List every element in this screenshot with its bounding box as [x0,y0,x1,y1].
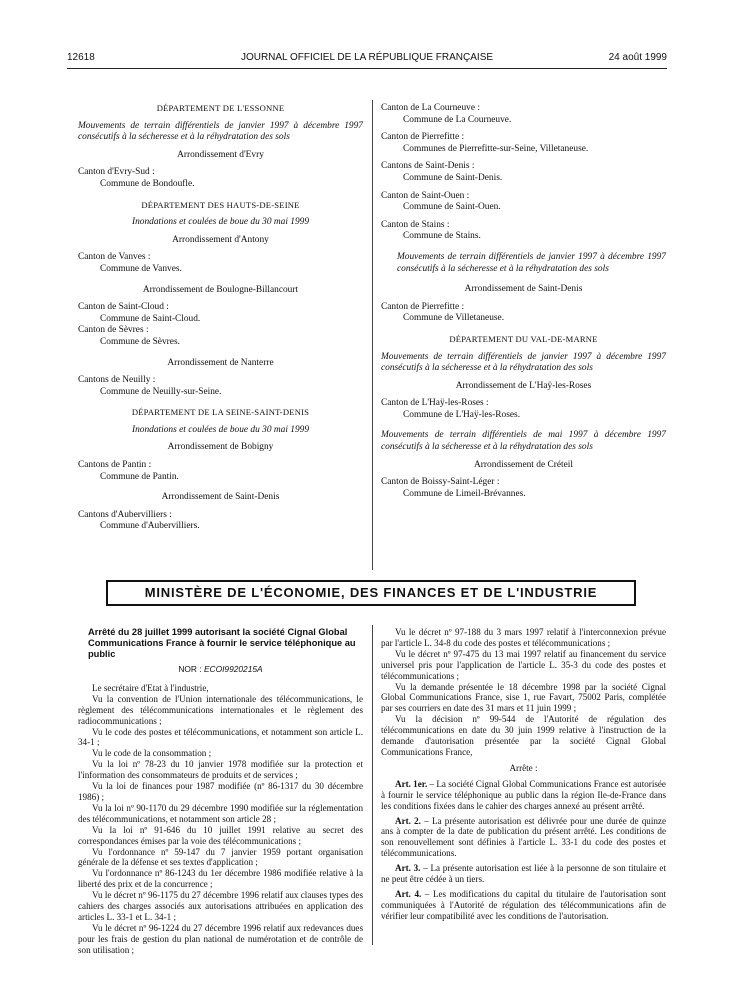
commune: Commune de Sèvres. [100,336,180,347]
right-column [381,103,666,500]
article-label: Art. 2. [395,815,421,826]
decree-paragraph: Vu la loi nº 91-646 du 10 juillet 1991 relative au secret des correspondances émises par la voie des télécommunications ; [78,824,363,846]
nor-reference [78,664,363,675]
article [381,889,666,922]
canton: Canton de Boissy-Saint-Léger : [381,477,500,488]
canton: Canton de Stains : [381,219,450,230]
journal-title: JOURNAL OFFICIEL DE LA RÉPUBLIQUE FRANÇAISE [240,52,494,63]
decree-paragraph: Vu la demande présentée le 18 décembre 1998 par la société Cignal Global Communications France, sise 1, rue Favart, 75002 Paris, complétée par ses courriers en date des 31 mars et 11 juin 1999 ; [381,681,666,714]
event-heading: Mouvements de terrain différentiels de janvier 1997 à décembre 1997 consécutifs à la sécheresse et à la réhydratation des sols [397,251,666,274]
article-label: Art. 1er. [395,778,428,789]
section-heading: DÉPARTEMENT DES HAUTS-DE-SEINE [141,199,300,210]
decree-paragraph: Vu l'ordonnance nº 86-1243 du 1er décembre 1986 modifiée relative à la liberté des prix et de la concurrence ; [78,868,363,890]
commune: Commune de Pantin. [100,471,179,482]
event-heading: Mouvements de terrain différentiels de mai 1997 à décembre 1997 consécutifs à la sécheresse et à la réhydratation des sols [381,430,666,453]
arrondissement-heading: Arrondissement d'Antony [172,234,269,245]
ministry-banner: MINISTÈRE DE L'ÉCONOMIE, DES FINANCES ET DE L'INDUSTRIE [106,580,636,606]
event-heading: Mouvements de terrain différentiels de janvier 1997 à décembre 1997 consécutifs à la sécheresse et à la réhydratation des sols [78,120,363,143]
canton: Canton de Pierrefitte : [381,132,465,143]
arrondissement-heading: Arrondissement de Boulogne-Billancourt [142,284,299,295]
section-heading: DÉPARTEMENT DU VAL-DE-MARNE [449,333,598,344]
commune: Commune de Saint-Cloud. [100,313,201,324]
commune: Commune de Neuilly-sur-Seine. [100,386,222,397]
decree-paragraph: Vu la décision nº 99-544 de l'Autorité de régulation des télécommunications en date du 30 juin 1999 relative à l'instruction de la demande d'autorisation présentée par la société Cignal Global Communications France, [381,714,666,757]
article-text: – La présente autorisation est liée à la personne de son titulaire et ne peut être cédée à un tiers. [381,863,666,885]
page-number: 12618 [67,52,95,63]
decree-paragraph: Vu la convention de l'Union internationale des télécommunications, le règlement des télécommunications internationales et le règlement des radiocommunications ; [78,693,363,726]
canton: Canton d'Evry-Sud : [78,167,155,178]
decree-paragraph: Vu le code de la consommation ; [92,748,212,759]
commune: Commune de Saint-Denis. [403,172,503,183]
commune: Commune de La Courneuve. [403,114,512,125]
issue-date: 24 août 1999 [608,52,667,63]
arrondissement-heading: Arrondissement de Créteil [474,459,573,470]
decree-title: Arrêté du 28 juillet 1999 autorisant la société Cignal Global Communications France à fournir le service téléphonique au public [88,627,356,659]
commune: Commune d'Aubervilliers. [100,521,200,532]
decree-paragraph: Vu le décret nº 96-1224 du 27 décembre 1996 relatif aux redevances dues pour les frais de gestion du plan national de numérotation et de contrôle de son utilisation ; [78,922,363,955]
commune: Commune de Villetaneuse. [403,313,505,324]
article [381,816,666,860]
article [381,863,666,885]
canton: Canton de La Courneuve : [381,103,480,113]
canton: Cantons de Neuilly : [78,375,156,386]
column-divider [372,625,373,945]
commune: Commune de Bondoufle. [100,178,195,189]
left-column [78,103,363,533]
canton: Canton de Saint-Cloud : [78,302,169,313]
decree-paragraph: Vu le décret nº 97-475 du 13 mai 1997 relatif au financement du service universel pris pour l'application de l'article L. 35-3 du code des postes et télécommunications ; [381,648,666,681]
decree-paragraph: Vu la loi nº 78-23 du 10 janvier 1978 modifiée sur la protection et l'information des consommateurs de produits et de services ; [78,759,363,781]
commune: Commune de Stains. [403,231,481,242]
arrondissement-heading: Arrondissement de Saint-Denis [161,492,280,503]
commune: Commune de Saint-Ouen. [403,202,501,213]
arrete-label: Arrête : [509,762,538,773]
event-heading: Inondations et coulées de boue du 30 mai 1999 [131,217,310,228]
article [381,779,666,812]
canton: Cantons d'Aubervilliers : [78,509,172,520]
decree-paragraph: Vu l'ordonnance nº 59-147 du 7 janvier 1959 portant organisation générale de la défense et ses textes d'application ; [78,846,363,868]
arrondissement-heading: Arrondissement de Nanterre [167,357,274,368]
decree-paragraph: Vu le décret nº 97-188 du 3 mars 1997 relatif à l'interconnexion prévue par l'article L. 34-8 du code des postes et télécommunications ; [381,627,666,648]
canton: Canton de L'Haÿ-les-Roses : [381,398,489,409]
arrondissement-heading: Arrondissement de Saint-Denis [464,284,583,295]
canton: Canton de Pierrefitte : [381,301,465,312]
arrondissement-heading: Arrondissement d'Evry [177,149,264,160]
commune: Communes de Pierrefitte-sur-Seine, Villetaneuse. [403,143,589,154]
article-text: – La présente autorisation est délivrée pour une durée de quinze ans à compter de la date de publication du présent arrêté. Les conditions de son renouvellement sont définies à l'article L. 33-1 du code des postes et télécommunications. [381,815,666,859]
decree-paragraph: Vu la loi de finances pour 1987 modifiée (nº 86-1317 du 30 décembre 1986) ; [78,781,363,802]
header-rule [67,68,667,69]
decree-paragraph: Vu la loi nº 90-1170 du 29 décembre 1990 modifiée sur la réglementation des télécommunications, et notamment son article 28 ; [78,802,363,824]
article-text: – La société Cignal Global Communications France est autorisée à fournir le service téléphonique au public dans la région Ile-de-France dans les conditions fixées dans le cahier des charges annexé au présent arrêté. [381,778,666,811]
event-heading: Mouvements de terrain différentiels de janvier 1997 à décembre 1997 consécutifs à la sécheresse et à la réhydratation des sols [381,351,666,374]
article-text: – Les modifications du capital du titulaire de l'autorisation sont communiquées à l'Autorité de régulation des télécommunications afin de vérifier leur compatibilité avec les conditions de l'autorisation. [381,888,666,921]
nor-value: ECOI9920215A [203,664,263,674]
canton: Canton de Sèvres : [78,325,149,336]
arrondissement-heading: Arrondissement de L'Haÿ-les-Roses [455,380,592,391]
event-heading: Inondations et coulées de boue du 30 mai 1999 [131,424,310,435]
canton: Canton de Vanves : [78,252,151,263]
decree-paragraph: Le secrétaire d'Etat à l'industrie, [92,682,209,693]
section-heading: DÉPARTEMENT DE LA SEINE-SAINT-DENIS [131,407,310,418]
canton: Cantons de Saint-Denis : [381,161,475,172]
commune: Commune de L'Haÿ-les-Roses. [403,409,521,420]
nor-label: NOR : [178,664,202,674]
decree-left-column [78,627,363,956]
canton: Cantons de Pantin : [78,460,152,471]
article-label: Art. 4. [395,888,422,899]
arrondissement-heading: Arrondissement de Bobigny [167,442,274,453]
decree-paragraph: Vu le code des postes et télécommunications, et notamment son article L. 34-1 ; [78,726,363,748]
page-header [67,52,667,68]
decree-right-column [381,627,666,922]
article-label: Art. 3. [395,863,421,874]
column-divider [372,100,373,570]
decree-paragraph: Vu le décret nº 96-1175 du 27 décembre 1996 relatif aux clauses types des cahiers des charges associés aux autorisations attribuées en application des articles L. 33-1 et L. 34-1 ; [78,890,363,922]
commune: Commune de Vanves. [100,263,182,274]
canton: Canton de Saint-Ouen : [381,190,470,201]
section-heading: DÉPARTEMENT DE L'ESSONNE [156,103,285,113]
commune: Commune de Limeil-Brévannes. [403,488,526,499]
